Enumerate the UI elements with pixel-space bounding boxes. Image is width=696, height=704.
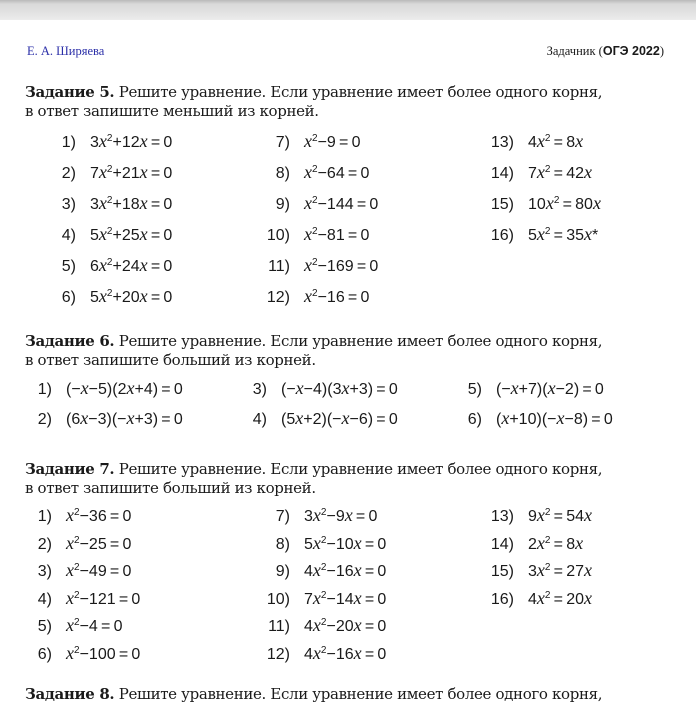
equation-item [266,193,378,214]
equation-expression: $3x^2-9x = 0$ [304,505,378,525]
task-8-statement [25,685,675,704]
book-title-prefix: Задачник ( [546,44,603,58]
task-text: в ответ запишите больший из корней. [25,351,316,369]
equation-number: 13) [490,134,514,151]
equation-number: 4) [61,227,76,244]
task-title: Задание 6. [25,332,115,350]
equation-item [52,193,172,214]
book-title-suffix: ) [659,44,664,58]
equation-expression: $x^2-16 = 0$ [304,286,370,306]
equation-number: 14) [490,165,514,182]
equation-item [28,615,122,636]
equation-number: 16) [490,227,514,244]
equation-number: 5) [467,381,482,398]
equation-item [460,378,604,399]
equation-number: 3) [37,563,52,580]
equation-number: 7) [275,508,290,525]
equation-expression: $7x^2-14x = 0$ [304,587,387,608]
equation-item [266,615,386,636]
viewer-top-bar [0,0,696,20]
equation-number: 8) [275,165,290,182]
equation-expression: $3x^2+12x = 0$ [90,131,173,151]
equation-number: 3) [61,196,76,213]
equation-expression: $5x^2-10x = 0$ [304,532,387,553]
equation-item [266,286,369,307]
equation-number: 1) [61,134,76,151]
equation-number: 5) [61,258,76,275]
equation-item [52,255,172,276]
task-7-statement [25,460,675,498]
equation-number: 1) [37,508,52,525]
equation-item [266,131,360,152]
equation-item [245,408,398,429]
equation-number: 6) [467,411,482,428]
equation-number: 13) [490,508,514,525]
equation-expression: $10x^2 = 80x$ [528,193,601,213]
equation-number: 5) [37,618,52,635]
equation-item [460,408,613,429]
equation-item [490,533,583,554]
equation-item [28,505,131,526]
equation-number: 6) [61,289,76,306]
equation-expression: $4x^2 = 20x$ [528,587,593,608]
task-6-statement [25,332,675,370]
equation-number: 1) [37,381,52,398]
equation-number: 15) [490,196,514,213]
equation-item [52,131,172,152]
equation-expression: $x^2-169 = 0$ [304,255,379,275]
equation-number: 14) [490,535,514,553]
equation-item [28,533,131,554]
equation-expression: $9x^2 = 54x$ [528,505,593,525]
equation-item [490,162,592,183]
equation-expression: $5x^2+20x = 0$ [90,286,173,306]
equation-number: 9) [275,196,290,213]
equation-expression: $2x^2 = 8x$ [528,532,584,553]
equation-expression: $x^2-64 = 0$ [304,162,370,182]
equation-expression: (−x−5)(2x+4) = 0 [66,378,183,398]
equation-item [490,588,592,609]
equation-number: 2) [61,165,76,182]
task-text: Решите уравнение. Если уравнение имеет более одного корня, [114,332,603,350]
equation-number: 2) [37,411,52,428]
equation-item [245,378,398,399]
equation-number: 10) [266,227,290,244]
equation-item [490,193,601,214]
equation-number: 7) [275,134,290,151]
equation-number: 4) [37,590,52,608]
equation-number: 12) [266,645,290,663]
equation-expression: $3x^2+18x = 0$ [90,193,173,213]
equation-expression: $4x^2-16x = 0$ [304,560,387,580]
equation-item [30,408,183,429]
equation-expression: $6x^2+24x = 0$ [90,255,173,275]
task-title: Задание 5. [25,83,115,101]
task-text: Решите уравнение. Если уравнение имеет более одного корня, [114,685,603,703]
equation-item [266,533,386,554]
equation-item [490,560,592,581]
equation-expression: $4x^2 = 8x$ [528,131,584,151]
equation-expression: $5x^2 = 35x*$ [528,224,599,244]
equation-item [266,560,386,581]
equation-number: 9) [275,563,290,580]
equation-item [266,643,386,664]
equation-expression: (5x+2)(−x−6) = 0 [281,408,398,428]
equation-number: 6) [37,645,52,663]
equation-expression: $x^2-100 = 0$ [66,642,141,663]
equation-number: 2) [37,535,52,553]
equation-item [266,255,378,276]
task-text: в ответ запишите меньший из корней. [25,102,319,120]
equation-expression: $x^2-4 = 0$ [66,615,123,635]
task-5-statement [25,83,675,121]
equation-item [28,588,140,609]
equation-number: 11) [268,618,290,635]
equation-number: 3) [252,381,267,398]
book-title-bold: ОГЭ 2022 [602,44,660,58]
task-text: Решите уравнение. Если уравнение имеет более одного корня, [114,83,603,101]
equation-item [266,162,369,183]
equation-expression: $x^2-9 = 0$ [304,131,361,151]
equation-number: 8) [275,535,290,553]
task-title: Задание 8. [25,685,115,703]
equation-expression: $3x^2 = 27x$ [528,560,593,580]
equation-number: 4) [252,411,267,428]
task-text: в ответ запишите больший из корней. [25,479,316,497]
equation-number: 12) [266,289,290,306]
equation-expression: $5x^2+25x = 0$ [90,224,173,244]
equation-item [52,286,172,307]
equation-expression: (−x−4)(3x+3) = 0 [281,378,398,398]
task-text: Решите уравнение. Если уравнение имеет более одного корня, [114,460,603,478]
author-name: Е. А. Ширяева [27,44,105,58]
book-title [547,44,664,59]
equation-item [490,224,598,245]
equation-expression: $x^2-144 = 0$ [304,193,379,213]
equation-item [490,505,592,526]
equation-expression: $x^2-36 = 0$ [66,505,132,525]
equation-item [490,131,583,152]
equation-item [52,224,172,245]
equation-expression: $x^2-49 = 0$ [66,560,132,580]
task-title: Задание 7. [25,460,115,478]
equation-number: 15) [490,563,514,580]
equation-expression: $7x^2+21x = 0$ [90,162,173,182]
equation-number: 10) [266,590,290,608]
equation-item [30,378,183,399]
equation-expression: $x^2-121 = 0$ [66,587,141,608]
equation-item [28,643,140,664]
equation-number: 11) [268,258,290,275]
equation-expression: $7x^2 = 42x$ [528,162,593,182]
equation-expression: (−x+7)(x−2) = 0 [496,378,604,398]
equation-expression: $x^2-25 = 0$ [66,532,132,553]
equation-expression: (x+10)(−x−8) = 0 [496,408,613,428]
equation-item [266,224,369,245]
equation-item [52,162,172,183]
equation-item [28,560,131,581]
equation-item [266,588,386,609]
equation-expression: $4x^2-20x = 0$ [304,615,387,635]
equation-number: 16) [490,590,514,608]
equation-expression: (6x−3)(−x+3) = 0 [66,408,183,428]
equation-expression: $4x^2-16x = 0$ [304,642,387,663]
equation-item [266,505,377,526]
equation-expression: $x^2-81 = 0$ [304,224,370,244]
